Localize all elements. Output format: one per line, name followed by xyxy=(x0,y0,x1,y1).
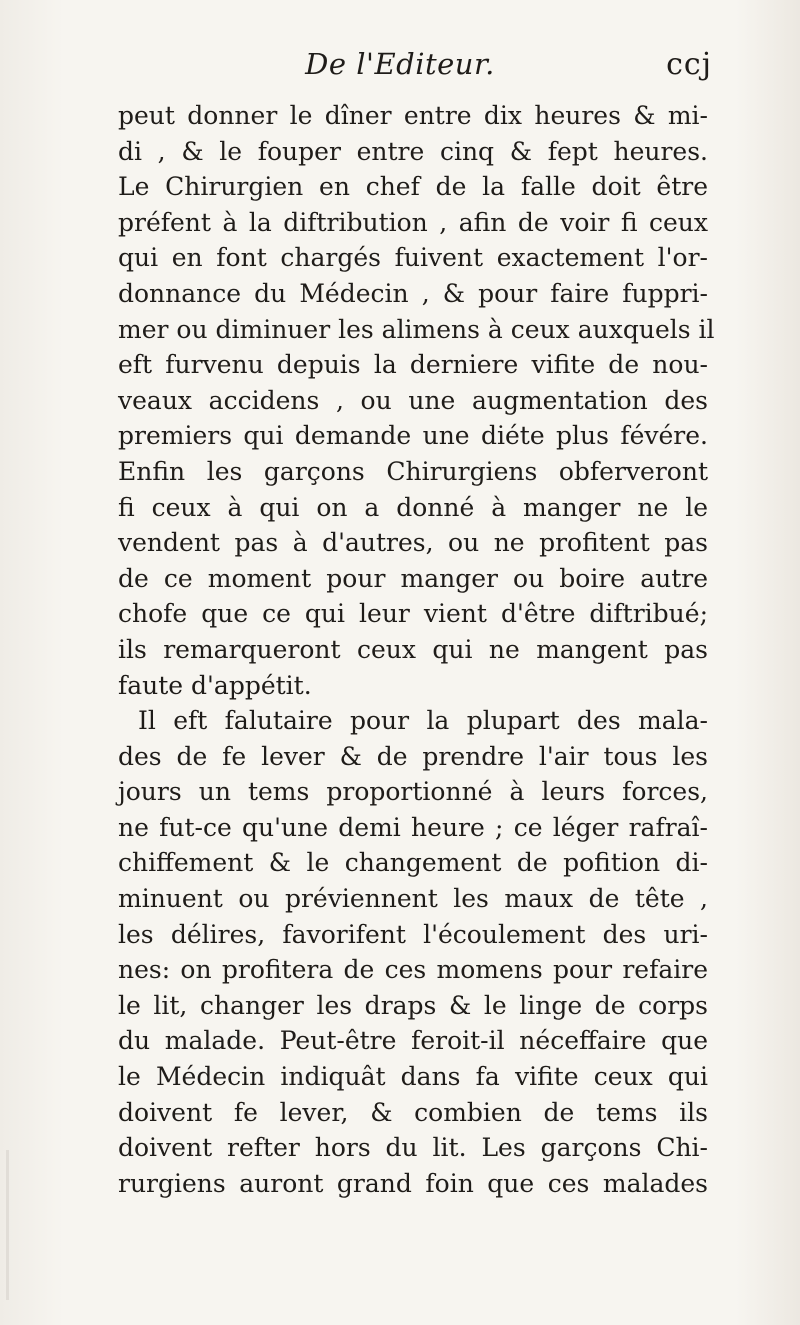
text-line: premiers qui demande une diéte plus févére. xyxy=(118,421,708,451)
text-line: ne fut-ce qu'une demi heure ; ce léger rafraî- xyxy=(118,812,708,842)
text-line: peut donner le dîner entre dix heures & mi- xyxy=(118,101,708,130)
text-line: Le Chirurgien en chef de la falle doit être xyxy=(118,172,708,202)
page-number: ccj xyxy=(666,47,712,82)
text-line: le lit, changer les draps & le linge de corps xyxy=(118,990,708,1020)
text-line: chofe que ce qui leur vient d'être diftribué; xyxy=(118,599,708,629)
text-line: vendent pas à d'autres, ou ne profitent pas xyxy=(118,528,708,558)
text-line: chiffement & le changement de pofition di- xyxy=(118,848,708,878)
text-line: donnance du Médecin , & pour faire fuppri- xyxy=(118,278,708,308)
text-line: le Médecin indiquât dans fa vifite ceux qui xyxy=(118,1062,708,1092)
text-line: les délires, favorifent l'écoulement des uri- xyxy=(118,919,708,949)
text-line: veaux accidens , ou une augmentation des xyxy=(118,385,708,415)
text-line: de ce moment pour manger ou boire autre xyxy=(118,563,708,593)
text-line: eft furvenu depuis la derniere vifite de nou- xyxy=(118,350,708,380)
text-line: faute d'appétit. xyxy=(118,670,312,700)
text-line: préfent à la diftribution , afin de voir fi ceux xyxy=(118,207,708,237)
text-line: minuent ou préviennent les maux de tête , xyxy=(118,884,708,914)
text-line: doivent refter hors du lit. Les garçons Chi- xyxy=(118,1133,708,1163)
text-line: nes: on profitera de ces momens pour refaire xyxy=(118,955,708,985)
page-header xyxy=(0,45,800,95)
text-line: ils remarqueront ceux qui ne mangent pas xyxy=(118,634,708,664)
text-line: qui en font chargés fuivent exactement l'or- xyxy=(118,243,708,273)
body-text xyxy=(118,98,715,1201)
running-title: De l'Editeur. xyxy=(305,47,495,81)
margin-smudge xyxy=(6,1150,9,1300)
text-line: di , & le fouper entre cinq & fept heures. xyxy=(118,136,708,166)
text-line: rurgiens auront grand foin que ces malades xyxy=(118,1168,708,1198)
text-line: Enfin les garçons Chirurgiens obferveront xyxy=(118,456,708,486)
text-line: mer ou diminuer les alimens à ceux auxquels il xyxy=(118,314,715,344)
text-line: du malade. Peut-être feroit-il néceffaire que xyxy=(118,1026,708,1056)
text-line: fi ceux à qui on a donné à manger ne le xyxy=(118,492,708,522)
text-line: jours un tems proportionné à leurs forces, xyxy=(118,777,708,807)
text-line: doivent fe lever, & combien de tems ils xyxy=(118,1097,708,1127)
text-line: Il eft falutaire pour la plupart des mala- xyxy=(138,706,708,736)
text-line: des de fe lever & de prendre l'air tous les xyxy=(118,741,708,771)
